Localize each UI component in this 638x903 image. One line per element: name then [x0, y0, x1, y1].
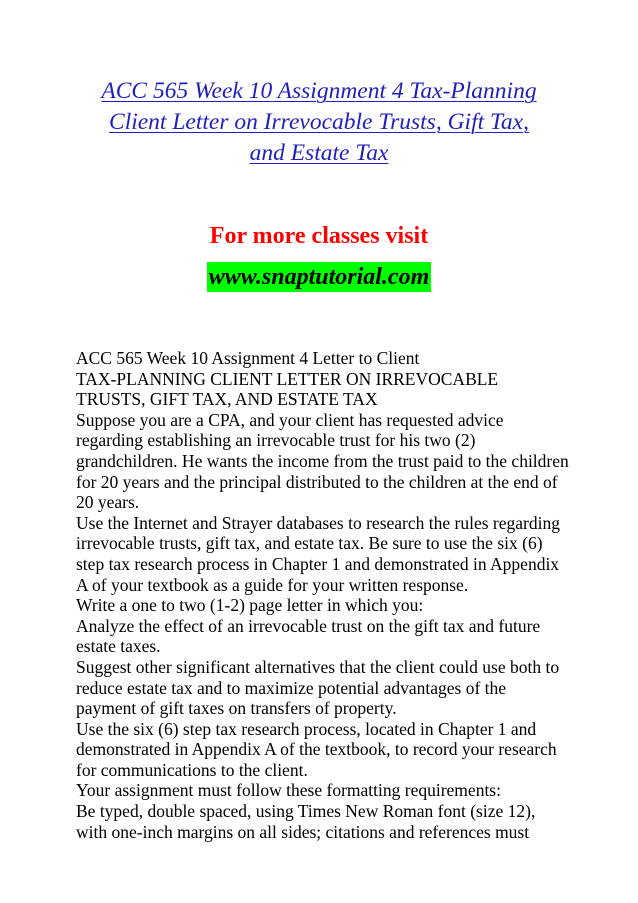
title-line-2[interactable]: Client Letter on Irrevocable Trusts, Gift Tax,: [109, 109, 529, 135]
body-line: for communications to the client.: [76, 759, 308, 780]
promo-website-link[interactable]: www.snaptutorial.com: [208, 264, 430, 290]
body-line: reduce estate tax and to maximize potential advantages of the: [76, 677, 507, 698]
body-line: Analyze the effect of an irrevocable trust on the gift tax and future: [76, 615, 541, 636]
body-line: irrevocable trusts, gift tax, and estate tax. Be sure to use the six (6): [76, 533, 543, 554]
body-line: with one-inch margins on all sides; citations and references must: [76, 821, 530, 842]
body-text: [76, 348, 576, 842]
body-line: Use the Internet and Strayer databases to research the rules regarding: [76, 512, 560, 533]
title-line-3[interactable]: and Estate Tax: [249, 140, 389, 166]
body-line: demonstrated in Appendix A of the textbook, to record your research: [76, 739, 557, 760]
body-line: Be typed, double spaced, using Times New Roman font (size 12),: [76, 801, 536, 822]
body-line: estate taxes.: [76, 636, 161, 657]
body-line: payment of gift taxes on transfers of property.: [76, 698, 397, 719]
body-line: A of your textbook as a guide for your written response.: [76, 574, 469, 595]
body-line: Suggest other significant alternatives that the client could use both to: [76, 656, 560, 677]
document-title[interactable]: [60, 76, 578, 169]
title-line-1[interactable]: ACC 565 Week 10 Assignment 4 Tax-Planning: [101, 78, 537, 104]
body-line: Use the six (6) step tax research process, located in Chapter 1 and: [76, 718, 537, 739]
body-line: 20 years.: [76, 492, 140, 513]
body-line: regarding establishing an irrevocable trust for his two (2): [76, 430, 476, 451]
body-line: TRUSTS, GIFT TAX, AND ESTATE TAX: [76, 389, 378, 410]
body-line: Suppose you are a CPA, and your client has requested advice: [76, 409, 504, 430]
body-line: for 20 years and the principal distributed to the children at the end of: [76, 471, 558, 492]
promo-heading: For more classes visit: [209, 223, 429, 249]
body-line: ACC 565 Week 10 Assignment 4 Letter to Client: [76, 348, 420, 368]
body-line: Write a one to two (1-2) page letter in which you:: [76, 595, 424, 616]
promo-link-container: [0, 262, 638, 295]
body-line: step tax research process in Chapter 1 and demonstrated in Appendix: [76, 553, 560, 574]
body-line: TAX-PLANNING CLIENT LETTER ON IRREVOCABLE: [76, 368, 499, 389]
body-line: grandchildren. He wants the income from the trust paid to the children: [76, 450, 569, 471]
body-line: Your assignment must follow these formatting requirements:: [76, 780, 501, 801]
